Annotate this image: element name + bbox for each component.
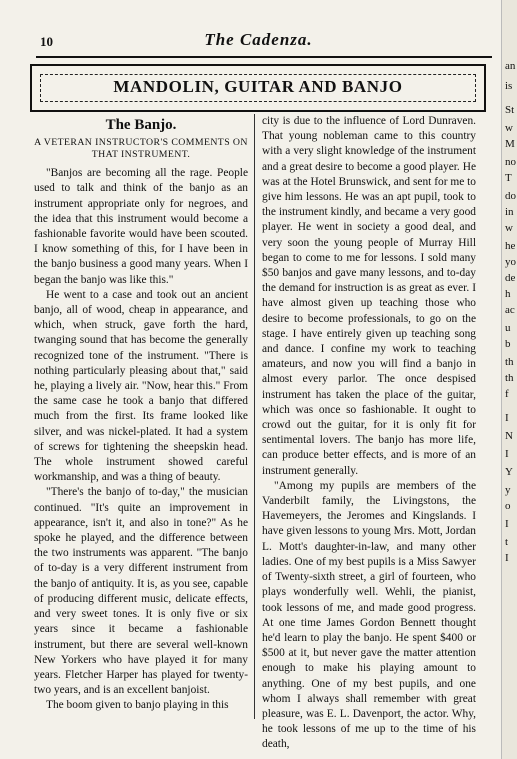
edge-fragment: in <box>505 206 514 218</box>
edge-fragment: th <box>505 356 514 368</box>
paragraph: "There's the banjo of to-day," the musician continued. "It's quite an improvement in appearance, isn't it, and also in tone?" As he spoke he played, and the difference between the two instruments was apparent. "The banjo of to-day is a very different instrument from the banjo of antiquity. It is, as you see, capable of producing different music, delicate effects, and very sweet tones. It is only five or six years since it became a fashionable instrument, but there are several well-known New Yorkers who have played it for many years. Fletcher Harper has played for twenty-two years, and is an excellent banjoist. <box>34 486 248 697</box>
paragraph: "Among my pupils are members of the Vanderbilt family, the Livingstons, the Havemeyers, the Jeromes and Kingslands. I have given lessons to young Mrs. Mott, Jordan L. Mott's daughter-in-law, and many other ladies. One of my best pupils is a Miss Sawyer of Twenty-sixth street, a girl of fourteen, who plays wonderfully well. Wehli, the pianist, took lessons of me, and made good progress. At one time James Gordon Bennett thought he'd learn to play the banjo. He spent $400 or $500 at it, but never gave the matter attention enough to make his playing amount to anything. One of my best pupils, and one whom I always shall remember with great pleasure, was E. L. Davenport, the actor. Why, he took lessons of me up to the time of his death, <box>262 479 476 751</box>
edge-fragment: w <box>505 222 513 234</box>
edge-fragment: an <box>505 60 516 72</box>
edge-fragment: u <box>505 322 511 334</box>
edge-fragment: I <box>505 448 509 460</box>
edge-fragment: th <box>505 372 514 384</box>
paragraph: He went to a case and took out an ancient banjo, all of wood, cheap in appearance, and which, when struck, gave forth the hard, twanging sound that has become the generally recognized tone of the instrument. "There is nothing particularly pleasing about that," said he, playing a lively air. "Now, hear this." From the same case he took a banjo that differed much from the first. Its frame looked like silver, and was nickel-plated. It had a system of screws for tightening the sheepskin head. The whole instrument showed careful workmanship, and was a thing of beauty. <box>34 288 248 484</box>
page-number: 10 <box>40 34 53 49</box>
edge-fragment: Y <box>505 466 513 478</box>
paragraph: "Banjos are becoming all the rage. People used to talk and think of the banjo as an instrument appropriate only for negroes, and the idea that this instrument would become a fashionable favorite would have been scouted. I know something of this, for I have been in the banjo business a good many years. When I began the banjo was like this." <box>34 167 248 286</box>
article-subhead: A VETERAN INSTRUCTOR'S COMMENTS ON THAT INSTRUMENT. <box>34 137 248 161</box>
edge-fragment: St <box>505 104 515 116</box>
masthead: The Cadenza. <box>204 30 313 49</box>
edge-fragment: y <box>505 484 511 496</box>
left-column <box>34 114 248 714</box>
paragraph: The boom given to banjo playing in this <box>46 699 229 712</box>
article-title: The Banjo. <box>105 117 177 133</box>
adjacent-page-edge <box>501 0 517 759</box>
edge-fragment: f <box>505 388 509 400</box>
edge-fragment: do <box>505 190 516 202</box>
section-title: MANDOLIN, GUITAR AND BANJO <box>113 77 403 96</box>
edge-fragment: I <box>505 412 509 424</box>
edge-fragment: N <box>505 430 513 442</box>
edge-fragment: b <box>505 338 511 350</box>
column-divider <box>254 114 255 719</box>
edge-fragment: I <box>505 552 509 564</box>
edge-fragment: de <box>505 272 516 284</box>
edge-fragment: I <box>505 518 509 530</box>
edge-fragment: ac <box>505 304 515 316</box>
edge-fragment: M <box>505 138 515 150</box>
edge-fragment: t <box>505 536 509 548</box>
section-header-box <box>30 64 486 112</box>
edge-fragment: w <box>505 122 513 134</box>
edge-fragment: o <box>505 500 511 512</box>
edge-fragment: is <box>505 80 513 92</box>
paragraph: city is due to the influence of Lord Dunraven. That young nobleman came to this country with a very slight knowledge of the instrument and a great desire to become a good player. He was at the Hotel Brunswick, and sent for me to give him lessons. He was an apt pupil, took to the instrument kindly, and became a very good player. He went in society a good deal, and very soon the young people of Murray Hill began to come to me for lessons. I sold many $50 banjos and gave many lessons, and to-day the demand for instruction is as great as ever. I have almost given up teaching those who desire to become professionals, to go on the stage. I have entirely given up teaching song and dance. I confine my work to teaching amateurs, and now you will find a banjo in almost every parlor. The once despised instrument has taken the place of the guitar, which was once so fashionable. It ought to crowd out the guitar, for it is only fit for sentimental lovers. The banjo has more life, can produce better effects, and is more of an instrument generally. <box>262 115 476 477</box>
edge-fragment: no <box>505 156 516 168</box>
header-rule <box>36 56 492 58</box>
edge-fragment: he <box>505 240 516 252</box>
edge-fragment: h <box>505 288 511 300</box>
edge-fragment: T <box>505 172 512 184</box>
edge-fragment: yo <box>505 256 516 268</box>
right-column <box>262 114 476 753</box>
